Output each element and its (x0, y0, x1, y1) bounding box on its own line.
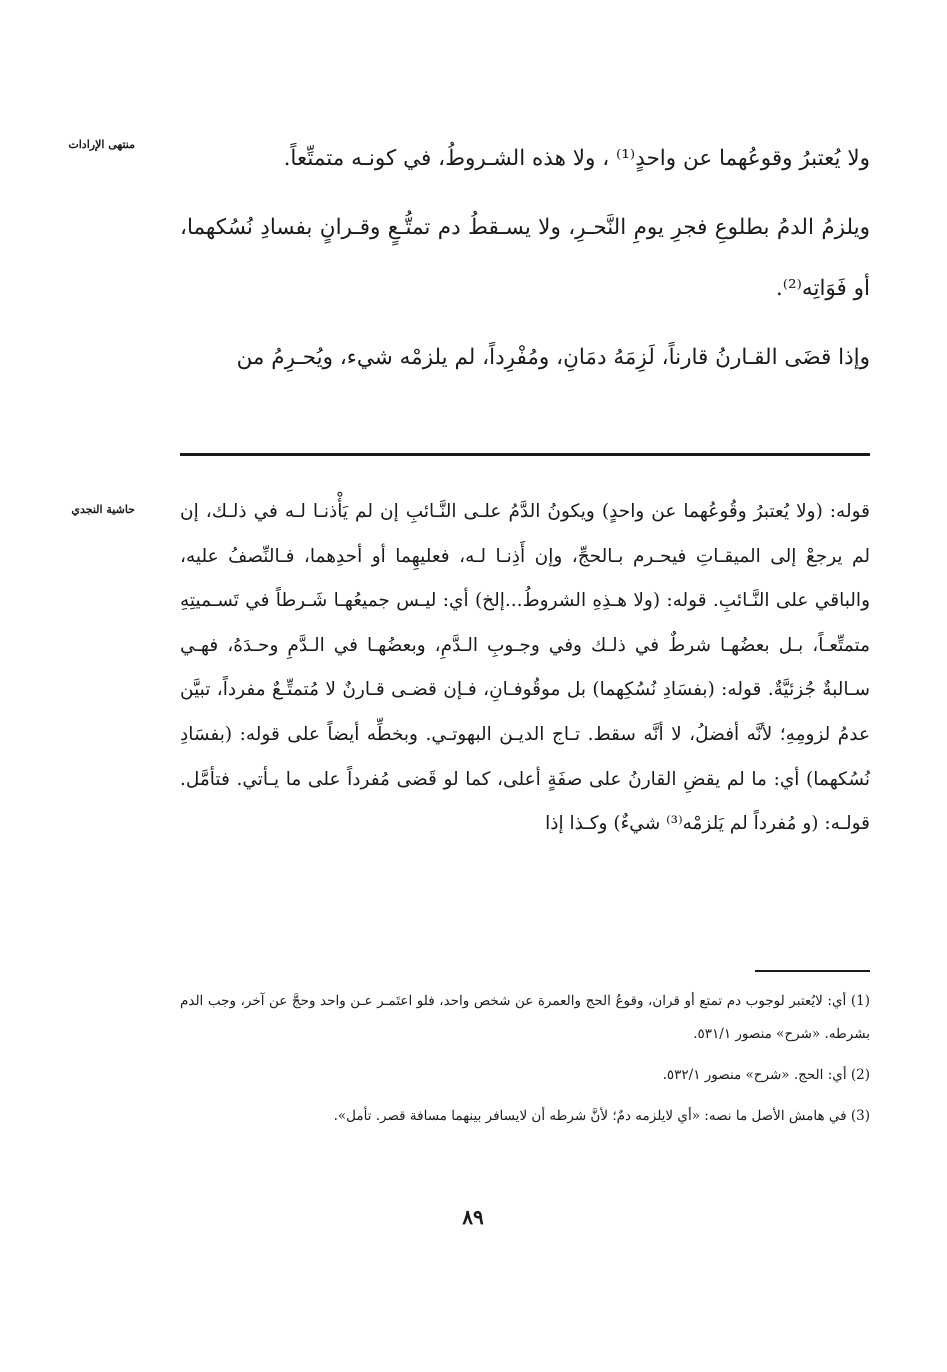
main-separator-rule (180, 453, 870, 456)
footnote-1: (1) أي: لايُعتبر لوجوب دم تمتع أو قران، وقوعُ الحج والعمرة عن شخص واحد، فلو اعتَمـر عـن واحد وحجَّ عن آخر، وجب الدم بشرطه. «شرح» منصور ٥٣١/١. (180, 993, 870, 1042)
footnotes (180, 985, 870, 1141)
footnote-2: (2) أي: الحج. «شرح» منصور ٥٣٢/١. (662, 1067, 870, 1083)
commentary-text (180, 490, 870, 847)
page-number: ٨٩ (462, 1205, 484, 1229)
main-text (180, 128, 870, 396)
main-paragraph-3: وإذا قضَى القـارنُ قارناً، لَزِمَهُ دمَانِ، ومُفْرِداً، لم يلزمْه شيء، ويُحـرِمُ من (236, 345, 870, 370)
main-paragraph-2: ويلزمُ الدمُ بطلوعِ فجرِ يومِ النَّحـرِ، ولا يسـقطُ دم تمتُّـعٍ وقـرانٍ بفسادِ نُسُكهما، أو فَوَاتِه⁽²⁾. (180, 215, 870, 301)
footnote-separator-rule (755, 970, 870, 972)
commentary-source-label: حاشية النجدي (71, 503, 135, 516)
footnote-3: (3) في هامش الأصل ما نصه: «أي لايلزمه دمٌ؛ لأنَّ شرطه أن لايسافر بينهما مسافة قصر. تأمل». (333, 1108, 870, 1124)
commentary-paragraph: قوله: (ولا يُعتبرُ وقُوعُهما عن واحدٍ) ويكونُ الدَّمُ علـى النَّـائبِ إن لم يَأْذنـا لـه في ذلـك، إن لم يرجعْ إلى الميقـاتِ فيحـرم بـالحجِّ، وإن أَذِنـا لـه، فعليهِما أو أحدِهما، فـالنِّصفُ عليه، والباقي على النَّـائبِ. قوله: (ولا هـذِهِ الشروطُ...إلخ) أي: ليـس جميعُهـا شَـرطاً في تَسـميتِهِ متمتِّعـاً، بـل بعضُهـا شرطٌ في ذلـك وفي وجـوبِ الـدَّمِ، وبعضُهـا في الـدَّمِ وحـدَهُ، فهـي سـالبةٌ جُزئيَّةٌ. قوله: (بفسَادِ نُسُكِهما) بل موقُوفـانِ، فـإن قضـى قـارنٌ لا مُتمتِّـعٌ مفرداً، تبيَّن عدمُ لزومِهِ؛ لأنَّه أفضلُ، لا أنَّه سقط. تـاج الديـن البهوتـي. وبخطِّه أيضاً على قوله: (بفسَادِ نُسُكهما) أي: ما لم يقضِ القارنُ على صفَةٍ أعلى، كما لو قَضى مُفرداً على ما يـأتي. فتأمَّل. قولـه: (و مُفرداً لم يَلزمْه⁽³⁾ شيءٌ) وكـذا إذا (180, 501, 870, 835)
main-paragraph-1: ولا يُعتبرُ وقوعُهما عن واحدٍ⁽¹⁾ ، ولا هذه الشـروطُ، في كونـه متمتِّعاً. (283, 146, 870, 171)
main-text-source-label: منتهى الإرادات (68, 138, 135, 151)
